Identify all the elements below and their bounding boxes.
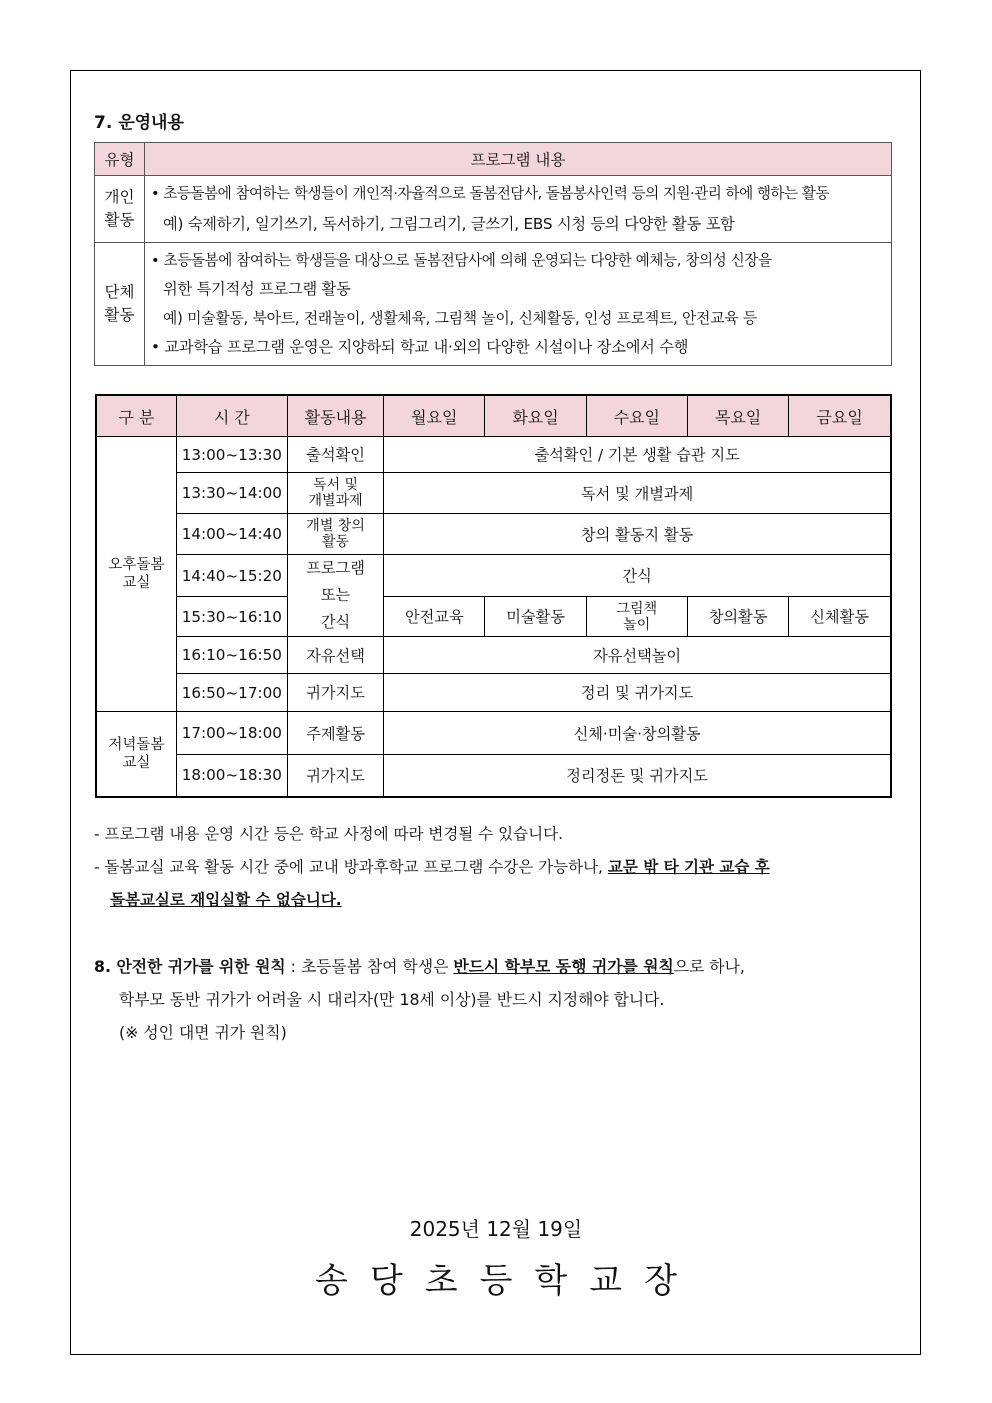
schedule-notes — [94, 818, 770, 917]
schedule-table — [95, 394, 892, 798]
content-line: • 초등돌봄에 참여하는 학생들을 대상으로 돌봄전담사에 의해 운영되는 다양한 예체능, 창의성 신장을 — [151, 252, 772, 269]
time-cell: 13:00~13:30 — [176, 437, 287, 473]
note-2-cont — [94, 884, 770, 917]
document-date: 2025년 12월 19일 — [409, 1217, 583, 1241]
note-2-emphasis: 교문 밖 타 기관 교습 후 — [607, 858, 770, 876]
schedule-row — [96, 514, 891, 555]
activity-cell: 프로그램 또는 간식 — [287, 555, 383, 637]
category-group: 단체 활동 — [95, 243, 145, 366]
day-cell-tue: 미술활동 — [485, 597, 586, 637]
activity-cell: 귀가지도 — [287, 755, 383, 797]
content-line: 예) 미술활동, 북아트, 전래놀이, 생활체육, 그림책 놀이, 신체활동, 인성 프로젝트, 안전교육 등 — [163, 310, 758, 327]
section8-emphasis: 반드시 학부모 동행 귀가를 원칙 — [453, 957, 674, 976]
time-cell: 16:50~17:00 — [176, 674, 287, 712]
row-group — [95, 243, 892, 366]
activity-cell: 귀가지도 — [287, 674, 383, 712]
content-line: • 교과학습 프로그램 운영은 지양하되 학교 내·외의 다양한 시설이나 장소에서 수행 — [151, 338, 689, 356]
day-cell-fri: 신체활동 — [789, 597, 891, 637]
section8-line2: 학부모 동반 귀가가 어려울 시 대리자(만 18세 이상)를 반드시 지정해야 합니다. — [119, 990, 665, 1009]
time-cell: 14:40~15:20 — [176, 555, 287, 597]
activity-cell: 주제활동 — [287, 712, 383, 755]
schedule-row — [96, 555, 891, 597]
content-individual — [145, 176, 892, 243]
group-afternoon: 오후돌봄 교실 — [96, 437, 176, 712]
detail-cell: 출석확인 / 기본 생활 습관 지도 — [384, 437, 891, 473]
header-type: 유형 — [95, 143, 145, 176]
content-group — [145, 243, 892, 366]
activity-cell: 개별 창의 활동 — [287, 514, 383, 555]
header-fri: 금요일 — [789, 395, 891, 437]
detail-cell: 독서 및 개별과제 — [384, 473, 891, 514]
detail-cell: 정리정돈 및 귀가지도 — [384, 755, 891, 797]
activity-cell: 독서 및 개별과제 — [287, 473, 383, 514]
detail-cell: 자유선택놀이 — [384, 637, 891, 674]
activity-cell: 자유선택 — [287, 637, 383, 674]
content-line: 예) 숙제하기, 일기쓰기, 독서하기, 그림그리기, 글쓰기, EBS 시청 등의 다양한 활동 포함 — [163, 215, 735, 233]
schedule-row — [96, 674, 891, 712]
day-cell-thu: 창의활동 — [687, 597, 788, 637]
schedule-row — [96, 755, 891, 797]
time-cell: 17:00~18:00 — [176, 712, 287, 755]
group-evening: 저녁돌봄 교실 — [96, 712, 176, 797]
schedule-row — [96, 437, 891, 473]
time-cell: 16:10~16:50 — [176, 637, 287, 674]
header-time: 시 간 — [176, 395, 287, 437]
schedule-row — [96, 637, 891, 674]
note-1: - 프로그램 내용 운영 시간 등은 학교 사정에 따라 변경될 수 있습니다. — [94, 825, 563, 843]
schedule-row — [96, 712, 891, 755]
section7-title: 7. 운영내용 — [94, 113, 184, 133]
time-cell: 18:00~18:30 — [176, 755, 287, 797]
header-tue: 화요일 — [485, 395, 586, 437]
header-division: 구 분 — [96, 395, 176, 437]
schedule-header — [96, 395, 891, 437]
detail-cell: 간식 — [384, 555, 891, 597]
header-wed: 수요일 — [586, 395, 687, 437]
header-thu: 목요일 — [687, 395, 788, 437]
category-individual: 개인 활동 — [95, 176, 145, 243]
time-cell: 13:30~14:00 — [176, 473, 287, 514]
content-line: • 초등돌봄에 참여하는 학생들이 개인적·자율적으로 돌봄전담사, 돌봄봉사인력 등의 지원·관리 하에 행하는 활동 — [151, 185, 829, 202]
day-cell-mon: 안전교육 — [384, 597, 485, 637]
section8 — [94, 950, 745, 1049]
activity-cell: 출석확인 — [287, 437, 383, 473]
header-mon: 월요일 — [384, 395, 485, 437]
detail-cell: 신체·미술·창의활동 — [384, 712, 891, 755]
detail-cell: 창의 활동지 활동 — [384, 514, 891, 555]
program-type-header — [95, 143, 892, 176]
section8-line1: 8. 안전한 귀가를 위한 원칙 : 초등돌봄 참여 학생은 반드시 학부모 동행 귀가를 원칙으로 하나, — [94, 957, 745, 976]
header-activity: 활동내용 — [287, 395, 383, 437]
principal-signature: 송당초등학교장 — [315, 1261, 699, 1301]
row-individual — [95, 176, 892, 243]
time-cell: 15:30~16:10 — [176, 597, 287, 637]
section8-line3: (※ 성인 대면 귀가 원칙) — [119, 1023, 287, 1042]
detail-cell: 정리 및 귀가지도 — [384, 674, 891, 712]
schedule-row — [96, 473, 891, 514]
note-2: - 돌봄교실 교육 활동 시간 중에 교내 방과후학교 프로그램 수강은 가능하나, 교문 밖 타 기관 교습 후 — [94, 858, 770, 876]
note-2-emphasis: 돌봄교실로 재입실할 수 없습니다. — [110, 891, 342, 909]
header-content: 프로그램 내용 — [145, 143, 892, 176]
schedule-row — [96, 597, 891, 637]
section8-title: 8. 안전한 귀가를 위한 원칙 — [94, 957, 286, 976]
content-line: 위한 특기적성 프로그램 활동 — [163, 280, 351, 298]
program-type-table — [94, 142, 892, 366]
time-cell: 14:00~14:40 — [176, 514, 287, 555]
day-cell-wed: 그림책 놀이 — [586, 597, 687, 637]
